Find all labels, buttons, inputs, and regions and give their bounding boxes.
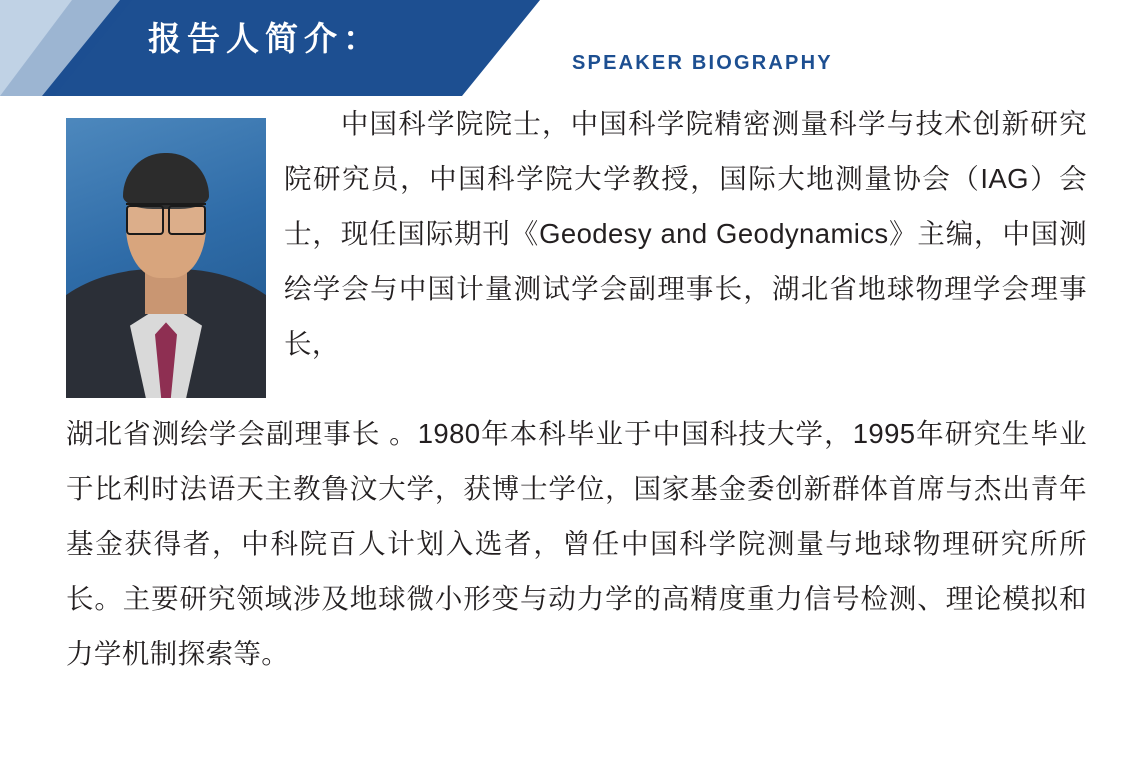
- page-subtitle-en: SPEAKER BIOGRAPHY: [572, 52, 833, 74]
- glasses-icon: [126, 203, 206, 230]
- biography-text-part1: 中国科学院院士，中国科学院精密测量科学与技术创新研究院研究员，中国科学院大学教授，国际大地测量协会（IAG）会士，现任国际期刊《Geodesy and Geodynamics》主编，中国测绘学会与中国计量测试学会副理事长，湖北省地球物理学会理事长，: [284, 108, 1087, 359]
- biography-paragraph-full: 湖北省测绘学会副理事长 。1980年本科毕业于中国科技大学，1995年研究生毕业于比利时法语天主教鲁汶大学，获博士学位，国家基金委创新群体首席与杰出青年基金获得者，中科院百人计划入选者，曾任中国科学院测量与地球物理研究所所长。主要研究领域涉及地球微小形变与动力学的高精度重力信号检测、理论模拟和力学机制探索等。: [66, 418, 1087, 669]
- speaker-portrait: [66, 118, 266, 398]
- page-title: 报告人简介：: [148, 20, 382, 57]
- biography-content: [0, 96, 1131, 681]
- header-banner: [0, 0, 1131, 96]
